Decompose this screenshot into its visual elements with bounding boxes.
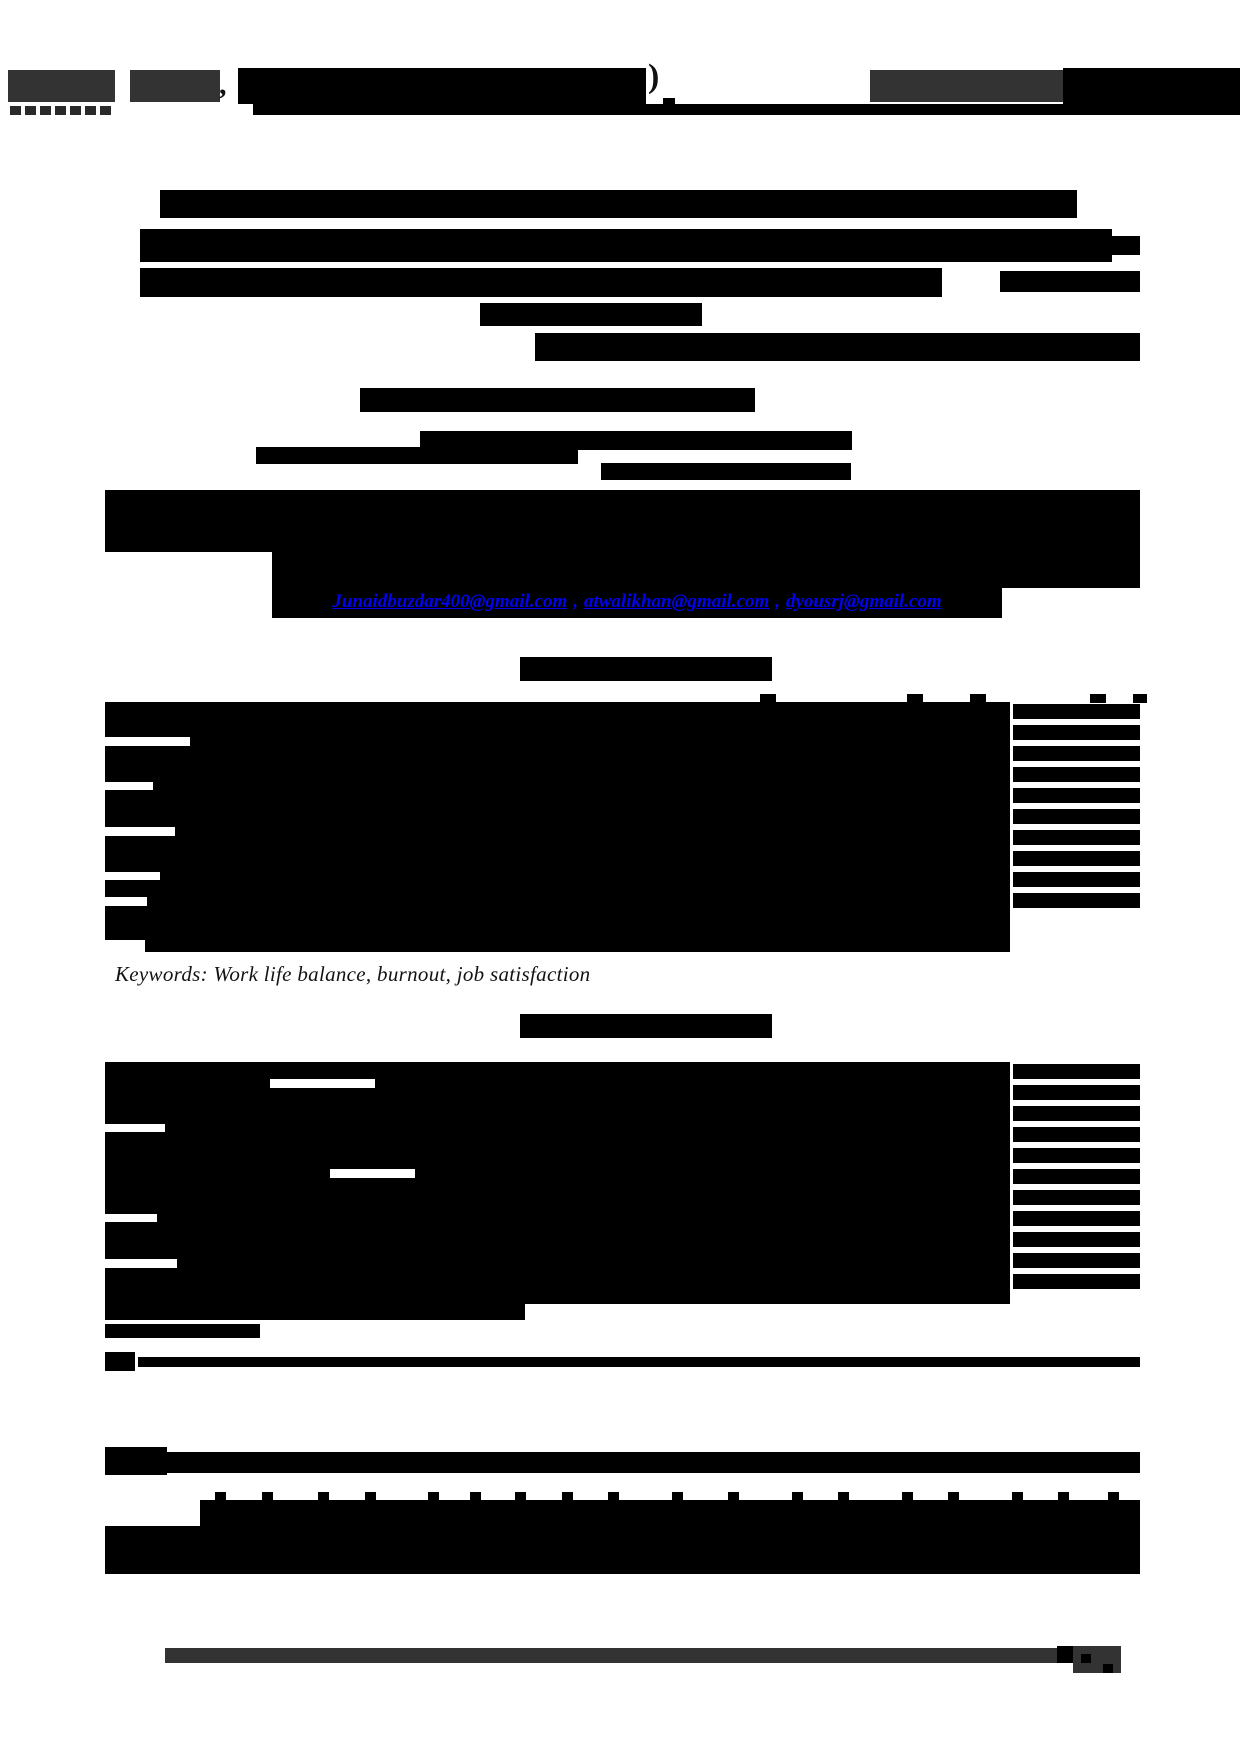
email-separator: , [775, 591, 780, 612]
body-redaction [1013, 1211, 1140, 1226]
abstract-redaction [1013, 767, 1140, 782]
header-redaction [8, 70, 115, 102]
email-link-3[interactable]: dyousrj@gmail.com [785, 591, 942, 612]
abstract-redaction [1013, 704, 1140, 719]
body-redaction [105, 1324, 260, 1338]
title-redaction [160, 190, 1077, 218]
abstract-redaction [1013, 830, 1140, 845]
author-redaction [360, 388, 755, 412]
footer-rule [165, 1648, 1057, 1663]
page-number-redaction [1081, 1654, 1091, 1663]
body-redaction [1013, 1148, 1140, 1163]
abstract-redaction [1013, 809, 1140, 824]
title-redaction [535, 333, 1140, 361]
header-mark [70, 106, 81, 115]
affiliation-redaction [105, 490, 1140, 552]
title-redaction [1000, 271, 1140, 292]
text-gap [270, 1079, 375, 1088]
header-paren-text: ) [648, 58, 660, 95]
header-redaction [130, 70, 220, 102]
abstract-heading-redaction [520, 657, 772, 681]
header-mark [55, 106, 66, 115]
page-number-redaction [1057, 1646, 1073, 1663]
body-redaction [1013, 1085, 1140, 1100]
body-redaction [1013, 1169, 1140, 1184]
header-comma-text: , [219, 68, 227, 101]
author-email-row [272, 586, 1002, 618]
text-gap [105, 1259, 177, 1268]
abstract-redaction [1013, 788, 1140, 803]
header-mark [85, 106, 96, 115]
header-mark [40, 106, 51, 115]
text-gap [105, 827, 175, 836]
title-redaction [1112, 236, 1140, 255]
affiliation-redaction [272, 552, 1140, 588]
abstract-redaction [105, 702, 1010, 952]
body-redaction [1013, 1064, 1140, 1079]
text-gap [105, 872, 160, 880]
email-link-1[interactable]: Junaidbuzdar400@gmail.com [332, 591, 568, 612]
keywords-line: Keywords: Work life balance, burnout, job satisfaction [115, 962, 591, 986]
email-link-2[interactable]: atwalikhan@gmail.com [583, 591, 770, 612]
header-redaction [253, 104, 1240, 115]
title-redaction [140, 229, 1112, 262]
title-redaction [480, 303, 702, 326]
text-gap [105, 897, 147, 906]
abstract-redaction [1013, 851, 1140, 866]
title-redaction [140, 268, 942, 297]
email-separator: , [573, 591, 578, 612]
page-number-redaction [1103, 1664, 1113, 1673]
text-gap [105, 782, 153, 790]
text-gap [105, 1124, 165, 1132]
subheading-redaction [105, 1452, 1140, 1473]
list-item-redaction [138, 1357, 1140, 1367]
body-redaction [1013, 1253, 1140, 1268]
paragraph-redaction [105, 1526, 1140, 1574]
author-redaction [601, 463, 851, 480]
text-gap [105, 940, 145, 952]
header-mark [25, 106, 36, 115]
body-redaction [1013, 1106, 1140, 1121]
author-redaction [256, 447, 578, 464]
list-item-redaction [105, 1352, 135, 1371]
text-ascender-mark [1090, 694, 1106, 703]
body-redaction [1013, 1190, 1140, 1205]
header-redaction [1063, 68, 1240, 104]
text-gap [105, 737, 190, 746]
text-ascender-mark [1133, 694, 1147, 703]
header-mark [10, 106, 21, 115]
body-redaction [1013, 1127, 1140, 1142]
header-mark [100, 106, 111, 115]
paragraph-redaction [200, 1500, 1140, 1526]
abstract-redaction [1013, 893, 1140, 908]
abstract-redaction [1013, 872, 1140, 887]
text-gap [330, 1169, 415, 1178]
abstract-redaction [1013, 725, 1140, 740]
text-gap [105, 1214, 157, 1222]
body-redaction [105, 1062, 1010, 1304]
body-redaction [1013, 1232, 1140, 1247]
abstract-redaction [1013, 746, 1140, 761]
section-heading-redaction [520, 1014, 772, 1038]
body-redaction [105, 1304, 525, 1320]
body-redaction [1013, 1274, 1140, 1289]
header-redaction [870, 70, 1070, 102]
header-redaction [238, 68, 646, 104]
